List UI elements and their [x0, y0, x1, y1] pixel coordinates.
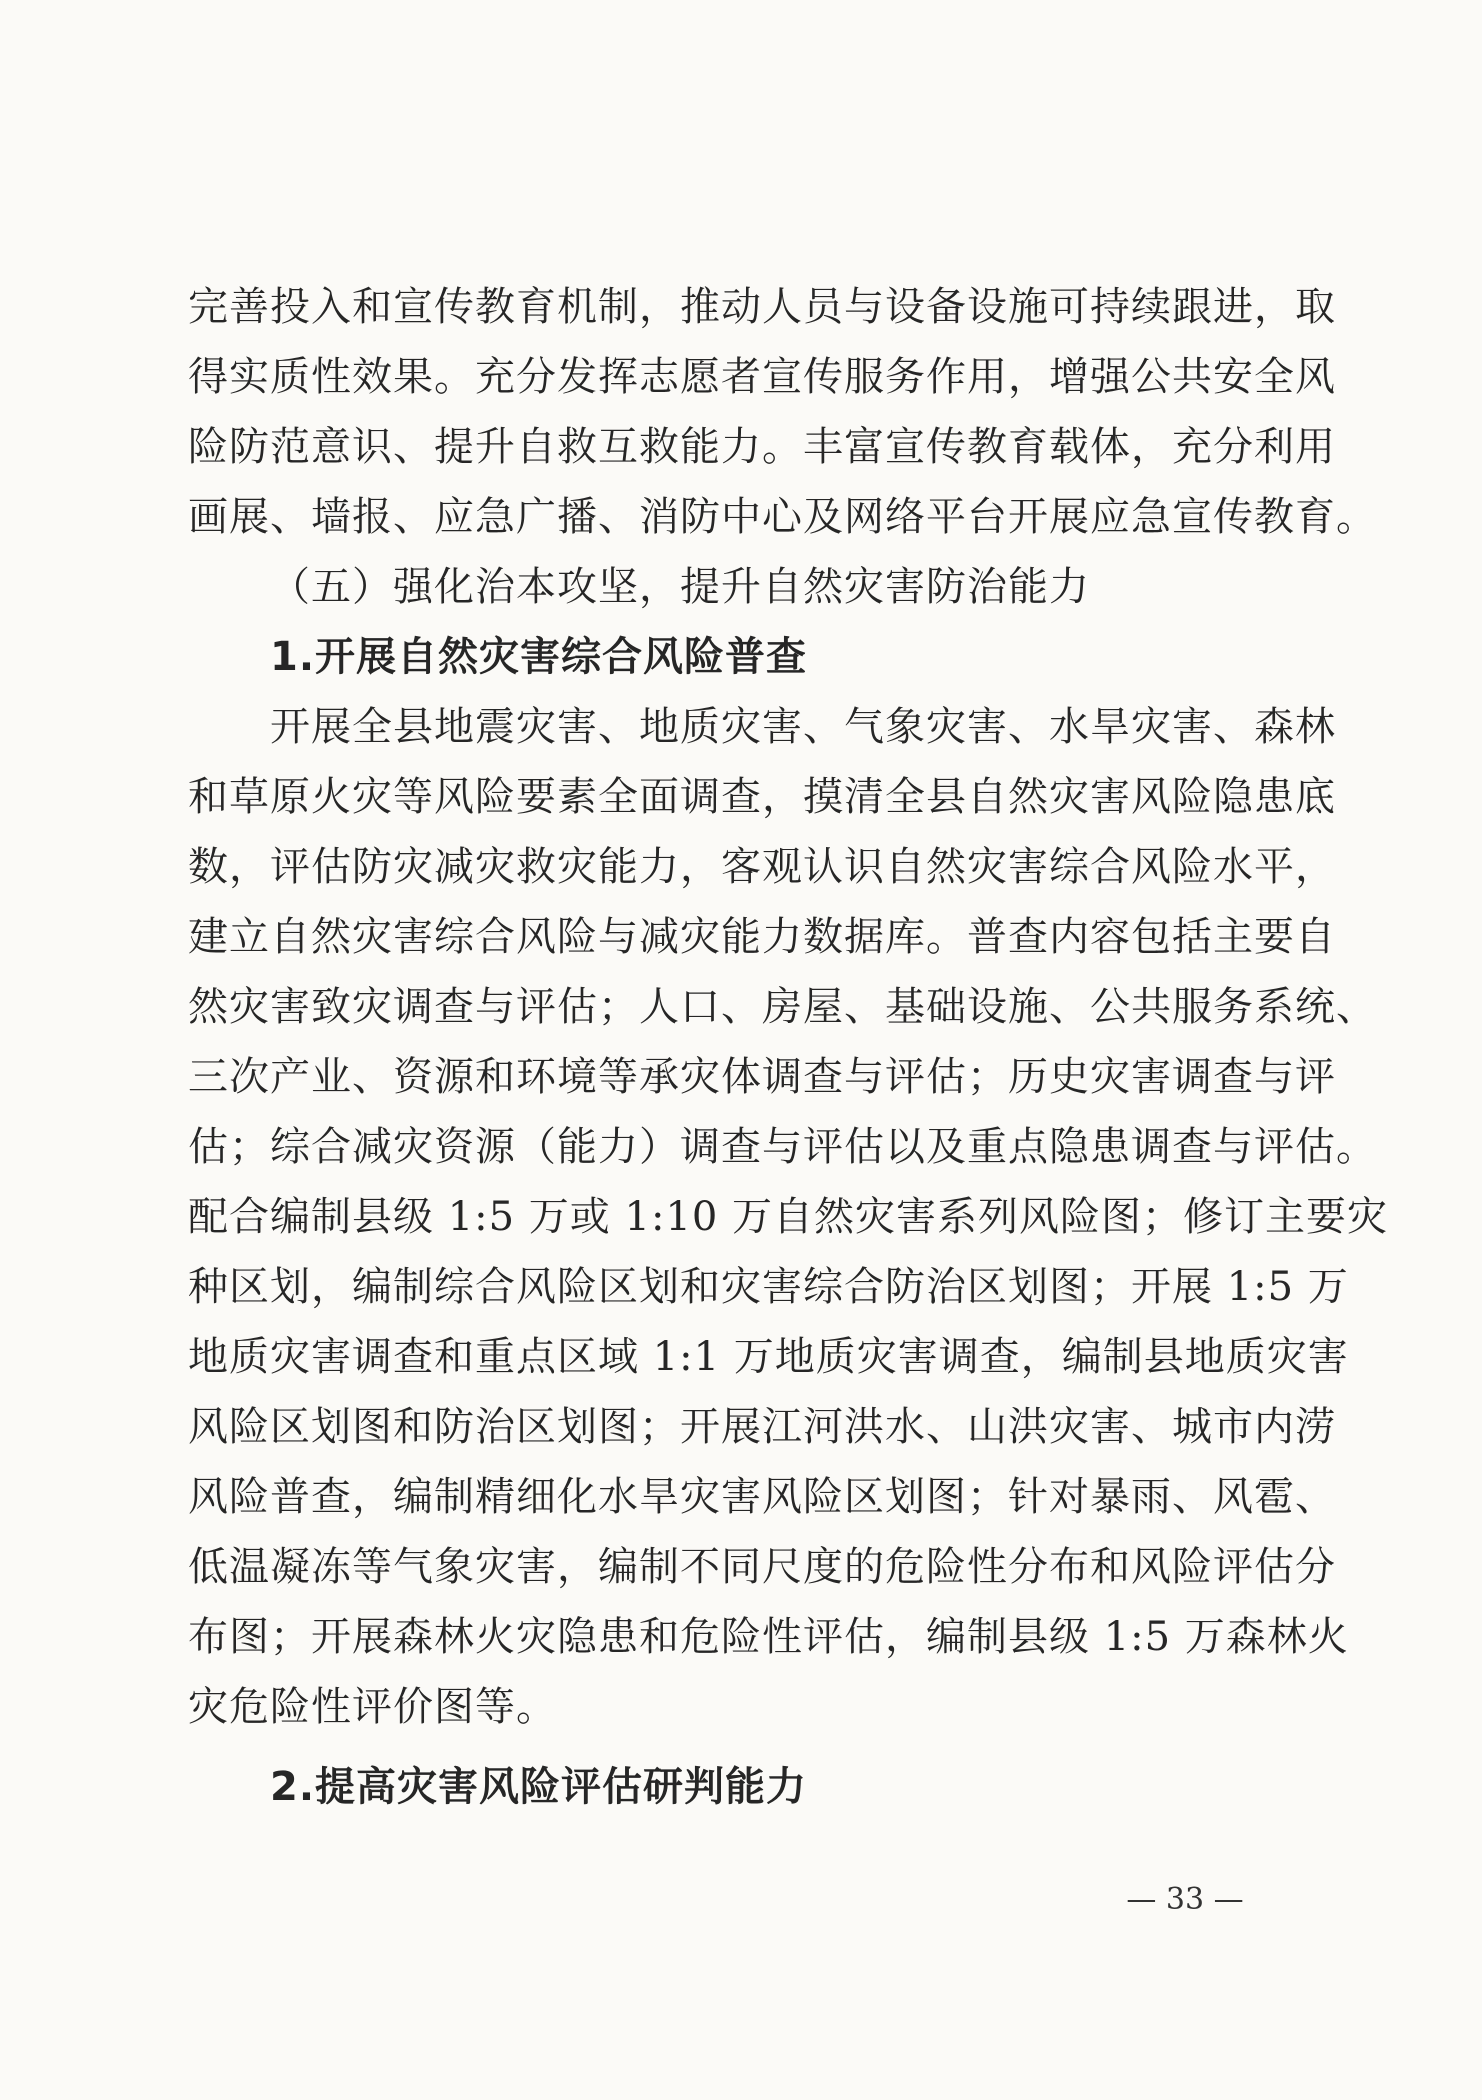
page-number: — 33 — — [1126, 1882, 1244, 1917]
paragraph-line: 风险普查，编制精细化水旱灾害风险区划图；针对暴雨、风雹、 — [188, 1474, 1336, 1520]
paragraph-line: 然灾害致灾调查与评估；人口、房屋、基础设施、公共服务系统、 — [188, 984, 1377, 1030]
paragraph-line: 数，评估防灾减灾救灾能力，客观认识自然灾害综合风险水平， — [188, 844, 1336, 890]
paragraph-line: 得实质性效果。充分发挥志愿者宣传服务作用，增强公共安全风 — [188, 354, 1336, 400]
subheading-natural-disaster-survey: 1.开展自然灾害综合风险普查 — [270, 634, 808, 680]
paragraph-line: 风险区划图和防治区划图；开展江河洪水、山洪灾害、城市内涝 — [188, 1404, 1336, 1450]
paragraph-line: 灾危险性评价图等。 — [188, 1684, 557, 1730]
paragraph-line: 布图；开展森林火灾隐患和危险性评估，编制县级 1:5 万森林火 — [188, 1614, 1349, 1660]
paragraph-line: 画展、墙报、应急广播、消防中心及网络平台开展应急宣传教育。 — [188, 494, 1377, 540]
subheading-risk-assessment: 2.提高灾害风险评估研判能力 — [270, 1764, 808, 1810]
document-body — [188, 272, 1389, 1822]
section-heading: （五）强化治本攻坚，提升自然灾害防治能力 — [270, 564, 1090, 610]
paragraph-line: 地质灾害调查和重点区域 1:1 万地质灾害调查，编制县地质灾害 — [188, 1334, 1349, 1380]
paragraph-line: 建立自然灾害综合风险与减灾能力数据库。普查内容包括主要自 — [188, 914, 1336, 960]
paragraph-line: 配合编制县级 1:5 万或 1:10 万自然灾害系列风险图；修订主要灾 — [188, 1194, 1389, 1240]
paragraph-line: 种区划，编制综合风险区划和灾害综合防治区划图；开展 1:5 万 — [188, 1264, 1349, 1310]
paragraph-line: 估；综合减灾资源（能力）调查与评估以及重点隐患调查与评估。 — [188, 1124, 1377, 1170]
paragraph-line: 三次产业、资源和环境等承灾体调查与评估；历史灾害调查与评 — [188, 1054, 1336, 1100]
paragraph-line: 开展全县地震灾害、地质灾害、气象灾害、水旱灾害、森林 — [270, 704, 1336, 750]
paragraph-line: 险防范意识、提升自救互救能力。丰富宣传教育载体，充分利用 — [188, 424, 1336, 470]
paragraph-line: 完善投入和宣传教育机制，推动人员与设备设施可持续跟进，取 — [188, 284, 1336, 330]
paragraph-line: 低温凝冻等气象灾害，编制不同尺度的危险性分布和风险评估分 — [188, 1544, 1336, 1590]
paragraph-line: 和草原火灾等风险要素全面调查，摸清全县自然灾害风险隐患底 — [188, 774, 1336, 820]
